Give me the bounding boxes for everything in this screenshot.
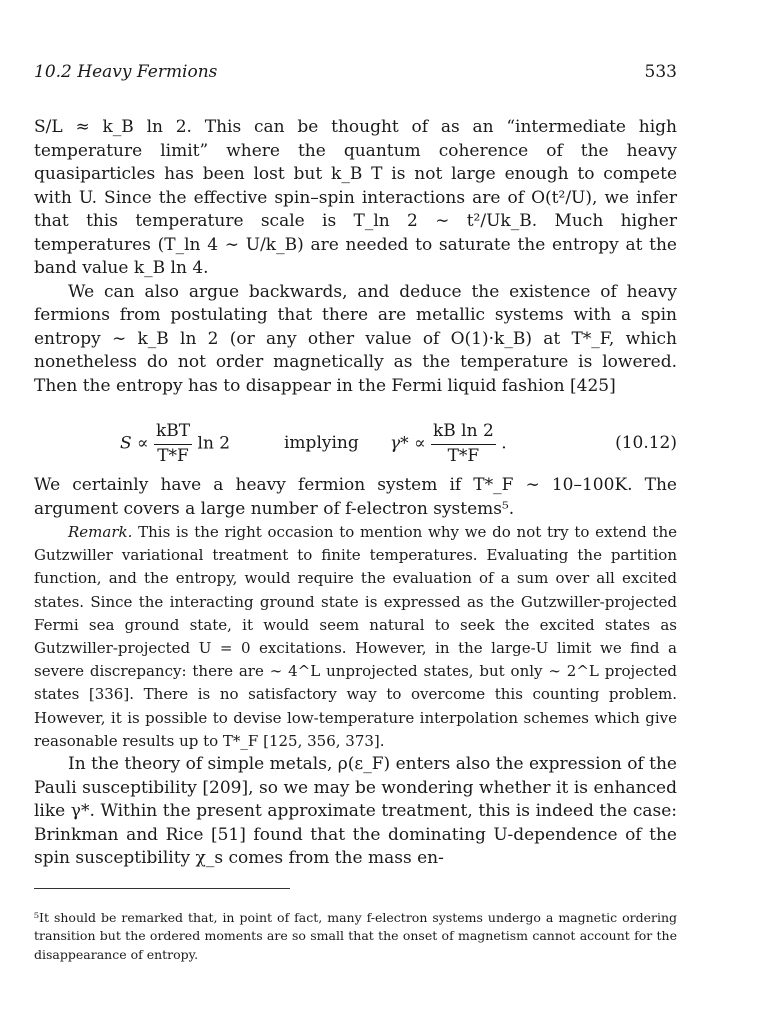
paragraph-3: In the theory of simple metals, ρ(ε_F) enters also the expression of the Pauli susceptibility [209], so we may be wondering whether it is enhanced like γ*. Within the present approximate treatment, this is indeed the case: Brinkman and Rice [51] found that the dominating U-dependence of the spin susceptibility χ_s comes from the mass en-	[34, 754, 677, 869]
equation-rhs	[390, 420, 507, 468]
main-text	[34, 116, 677, 871]
page-number: 533	[644, 62, 677, 82]
paragraph-2: We can also argue backwards, and deduce the existence of heavy fermions from postulating that there are metallic systems with a spin entropy ∼ k_B ln 2 (or any other value of O(1)·k_B) at T*_F, which nonetheless do not order magnetically as the temperature is lowered. Then the entropy has to disappear in the Fermi liquid fashion [425]	[34, 281, 677, 396]
footnote-5: ⁵It should be remarked that, in point of fact, many f-electron systems undergo a magnetic ordering transition but the ordered moments are so small that the onset of magnetism cannot account for the disappearance of entropy.	[34, 909, 677, 962]
eq-implying: implying	[284, 433, 359, 453]
equation-10-12	[34, 402, 677, 472]
section-title: 10.2 Heavy Fermions	[34, 62, 218, 82]
eq-rhs-symbol: γ* ∝	[390, 433, 426, 454]
running-header	[34, 62, 677, 86]
eq-lhs-numerator: kBT	[154, 420, 192, 445]
remark-label: Remark.	[68, 523, 133, 541]
eq-lhs-denominator: T*F	[157, 445, 189, 466]
remark-paragraph	[34, 521, 677, 753]
eq-lhs-tail: ln 2	[197, 433, 231, 454]
footnote-divider	[34, 888, 290, 889]
eq-rhs-denominator: T*F	[447, 445, 480, 466]
book-page	[34, 0, 677, 1024]
eq-rhs-tail: .	[501, 433, 507, 454]
eq-lhs-fraction	[154, 420, 192, 468]
eq-lhs-symbol: S ∝	[120, 433, 149, 454]
equation-lhs	[120, 420, 230, 468]
equation-number: (10.12)	[615, 433, 677, 453]
eq-rhs-fraction	[431, 420, 496, 468]
remark-text: This is the right occasion to mention why we do not try to extend the Gutzwiller variational treatment to finite temperatures. Evaluating the partition function, and the entropy, would require the evaluation of a sum over all excited states. Since the interacting ground state is expressed as the Gutzwiller-projected Fermi sea ground state, it would seem natural to seek the excited states as Gutzwiller-projected U = 0 excitations. However, in the large-U limit we find a severe discrepancy: there are ∼ 4^L unprojected states, but only ∼ 2^L projected states [336]. There is no satisfactory way to overcome this counting problem. However, it is possible to devise low-temperature interpolation schemes which give reasonable results up to T*_F [125, 356, 373].	[34, 523, 677, 750]
paragraph-1: S/L ≈ k_B ln 2. This can be thought of as an “intermediate high temperature limit” where the quantum coherence of the heavy quasiparticles has been lost but k_B T is not large enough to compete with U. Since the effective spin–spin interactions are of O(t²/U), we infer that this temperature scale is T_ln 2 ∼ t²/Uk_B. Much higher temperatures (T_ln 4 ∼ U/k_B) are needed to saturate the entropy at the band value k_B ln 4.	[34, 117, 677, 278]
paragraph-after-equation: We certainly have a heavy fermion system if T*_F ∼ 10–100K. The argument covers a large number of f-electron systems⁵.	[34, 475, 677, 519]
eq-rhs-numerator: kB ln 2	[431, 420, 496, 445]
